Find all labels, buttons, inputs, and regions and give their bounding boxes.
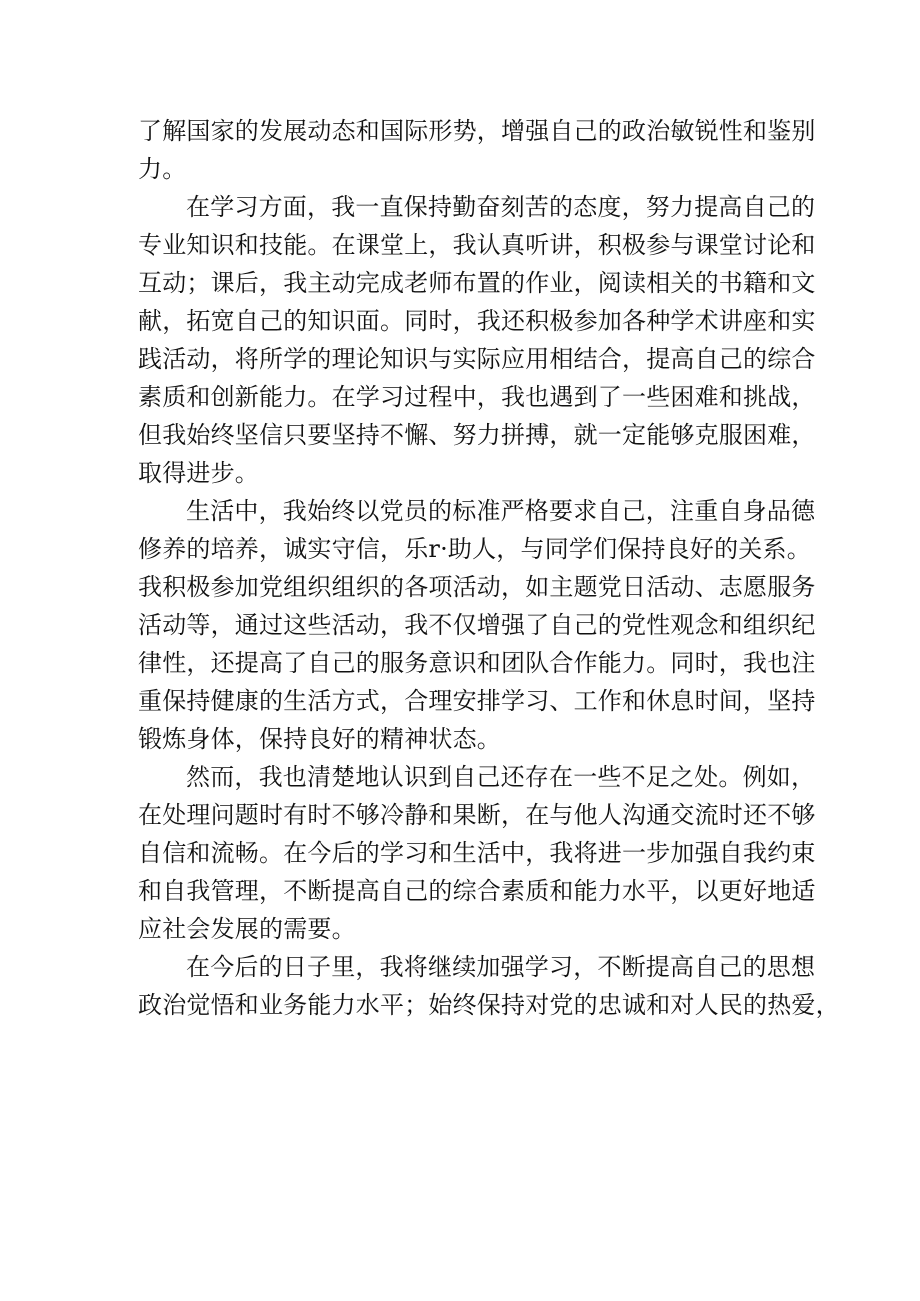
text-line-7: 践活动，将所学的理论知识与实际应用相结合，提高自己的综合 (138, 345, 816, 373)
text-line-6: 献，拓宽自己的知识面。同时，我还积极参加各种学术讲座和实 (138, 307, 816, 335)
text-line-2: 力。 (138, 155, 187, 183)
text-line-18: 然而，我也清楚地认识到自己还存在一些不足之处。例如， (186, 763, 816, 791)
text-line-15: 律性，还提高了自己的服务意识和团队合作能力。同时，我也注 (138, 649, 816, 677)
text-line-16: 重保持健康的生活方式，合理安排学习、工作和休息时间，坚持 (138, 687, 816, 715)
text-line-1: 了解国家的发展动态和国际形势，增强自己的政治敏锐性和鉴别 (138, 117, 816, 145)
text-line-8: 素质和创新能力。在学习过程中，我也遇到了一些困难和挑战， (138, 383, 816, 411)
text-line-19: 在处理问题时有时不够冷静和果断，在与他人沟通交流时还不够 (138, 801, 816, 829)
body-text (138, 112, 840, 1024)
text-line-11: 生活中，我始终以党员的标准严格要求自己，注重自身品德 (186, 497, 816, 525)
text-line-10: 取得进步。 (138, 459, 259, 487)
text-line-13: 我积极参加党组织组织的各项活动，如主题党日活动、志愿服务 (138, 573, 816, 601)
text-line-9: 但我始终坚信只要坚持不懈、努力拼搏，就一定能够克服困难， (138, 421, 816, 449)
text-line-14: 活动等，通过这些活动，我不仅增强了自己的党性观念和组织纪 (138, 611, 816, 639)
text-line-17: 锻炼身体，保持良好的精神状态。 (138, 725, 501, 753)
text-line-4: 专业知识和技能。在课堂上，我认真听讲，积极参与课堂讨论和 (138, 231, 816, 259)
text-line-23: 在今后的日子里，我将继续加强学习，不断提高自己的思想 (186, 953, 816, 981)
text-line-3: 在学习方面，我一直保持勤奋刻苦的态度，努力提高自己的 (186, 193, 816, 221)
text-line-21: 和自我管理，不断提高自己的综合素质和能力水平，以更好地适 (138, 877, 816, 905)
text-line-24: 政治觉悟和业务能力水平；始终保持对党的忠诚和对人民的热爱， (138, 991, 840, 1019)
text-line-12: 修养的培养，诚实守信，乐r·助人，与同学们保持良好的关系。 (138, 535, 811, 563)
text-line-20: 自信和流畅。在今后的学习和生活中，我将进一步加强自我约束 (138, 839, 816, 867)
text-line-22: 应社会发展的需要。 (138, 915, 356, 943)
text-line-5: 互动；课后，我主动完成老师布置的作业，阅读相关的书籍和文 (138, 269, 816, 297)
